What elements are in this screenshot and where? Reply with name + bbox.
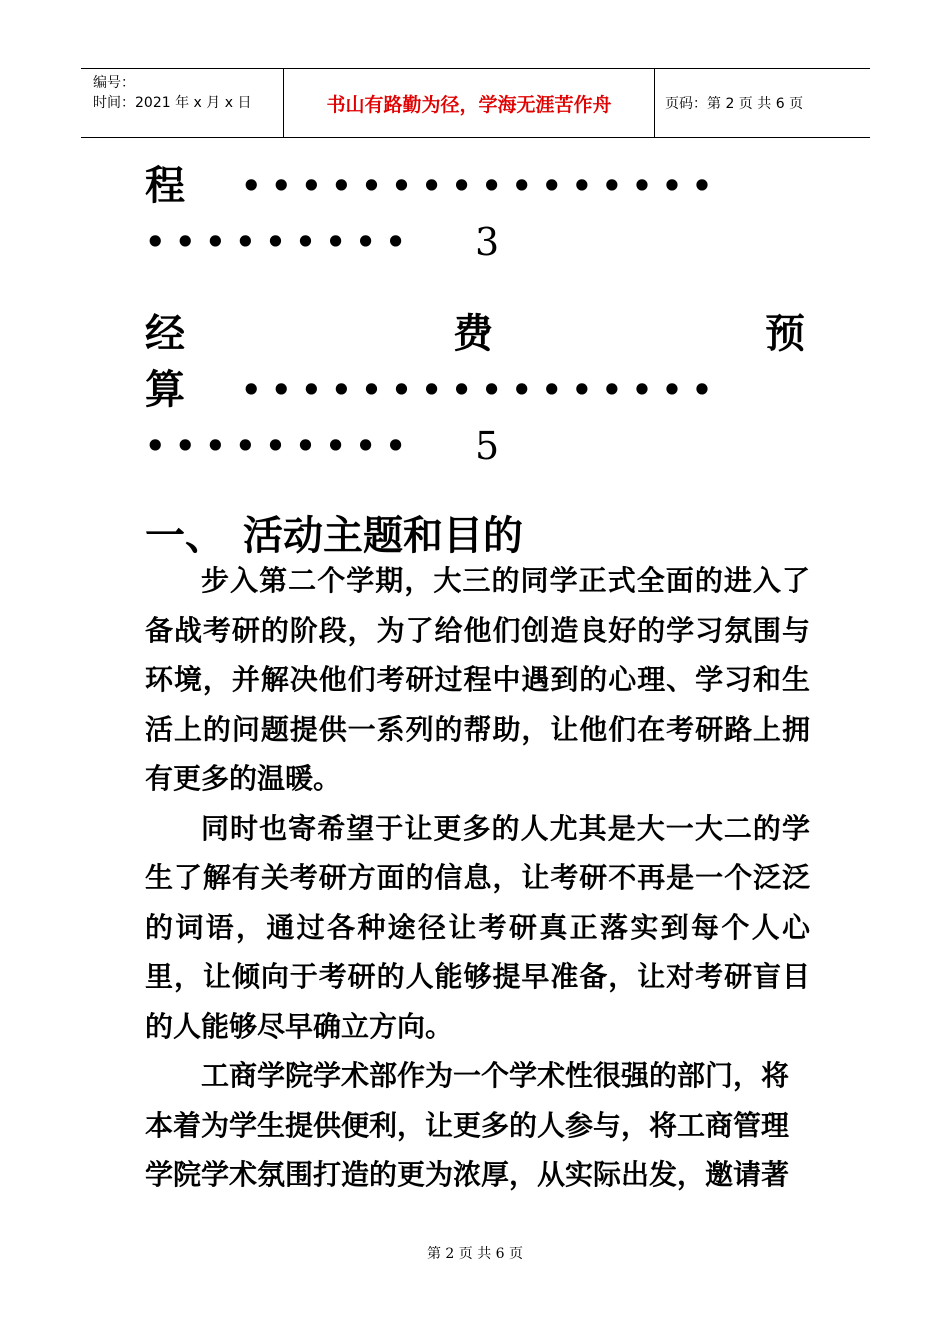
doc-date-label: 时间：2021 年 x 月 x 日: [93, 95, 252, 111]
toc-entry-2-char-2: 费: [453, 311, 493, 357]
page-footer: 第 2 页 共 6 页: [426, 1246, 524, 1262]
toc-entry-2-char-3: 预: [765, 311, 805, 357]
toc-entry-1-leader-2: •••••••••: [145, 223, 416, 261]
toc-entry-1-tail: 程: [145, 163, 185, 209]
toc-entry-2-char-1: 经: [145, 311, 185, 357]
section-title: 活动主题和目的: [243, 513, 523, 559]
paragraph: 步入第二个学期，大三的同学正式全面的进入了备战考研的阶段，为了给他们创造良好的学习氛围与环境，并解决他们考研过程中遇到的心理、学习和生活上的问题提供一系列的帮助，让他们在考研路上拥有更多的温暖。: [145, 564, 810, 795]
header-meta: [81, 69, 283, 137]
toc-entry-2-page: 5: [475, 424, 500, 468]
section-body: [145, 556, 810, 1200]
section-number: 一、: [145, 513, 225, 559]
header-page-info: 页码：第 2 页 共 6 页: [665, 96, 804, 112]
toc-entry-2-leader-2: •••••••••: [145, 427, 416, 465]
paragraph: 同时也寄希望于让更多的人尤其是大一大二的学生了解有关考研方面的信息，让考研不再是一个泛泛的词语，通过各种途径让考研真正落实到每个人心里，让倾向于考研的人能够提早准备，让对考研盲目的人能够尽早确立方向。: [145, 811, 810, 1043]
doc-code-label: 编号：: [93, 75, 135, 91]
page-header: [81, 68, 870, 138]
toc-entry-1: [145, 158, 810, 270]
header-motto: 书山有路勤为径，学海无涯苦作舟: [283, 69, 655, 137]
toc-entry-1-page: 3: [475, 220, 500, 264]
toc-entry-2-tail: 算: [145, 367, 185, 413]
paragraph: 工商学院学术部作为一个学术性很强的部门，将本着为学生提供便利，让更多的人参与，将工商管理学院学术氛围打造的更为浓厚，从实际出发，邀请著: [145, 1059, 790, 1191]
toc-entry-2: [145, 306, 810, 474]
toc-entry-2-leader-1: ••••••••••••••••: [241, 371, 722, 409]
toc-entry-1-leader-1: ••••••••••••••••: [241, 167, 722, 205]
